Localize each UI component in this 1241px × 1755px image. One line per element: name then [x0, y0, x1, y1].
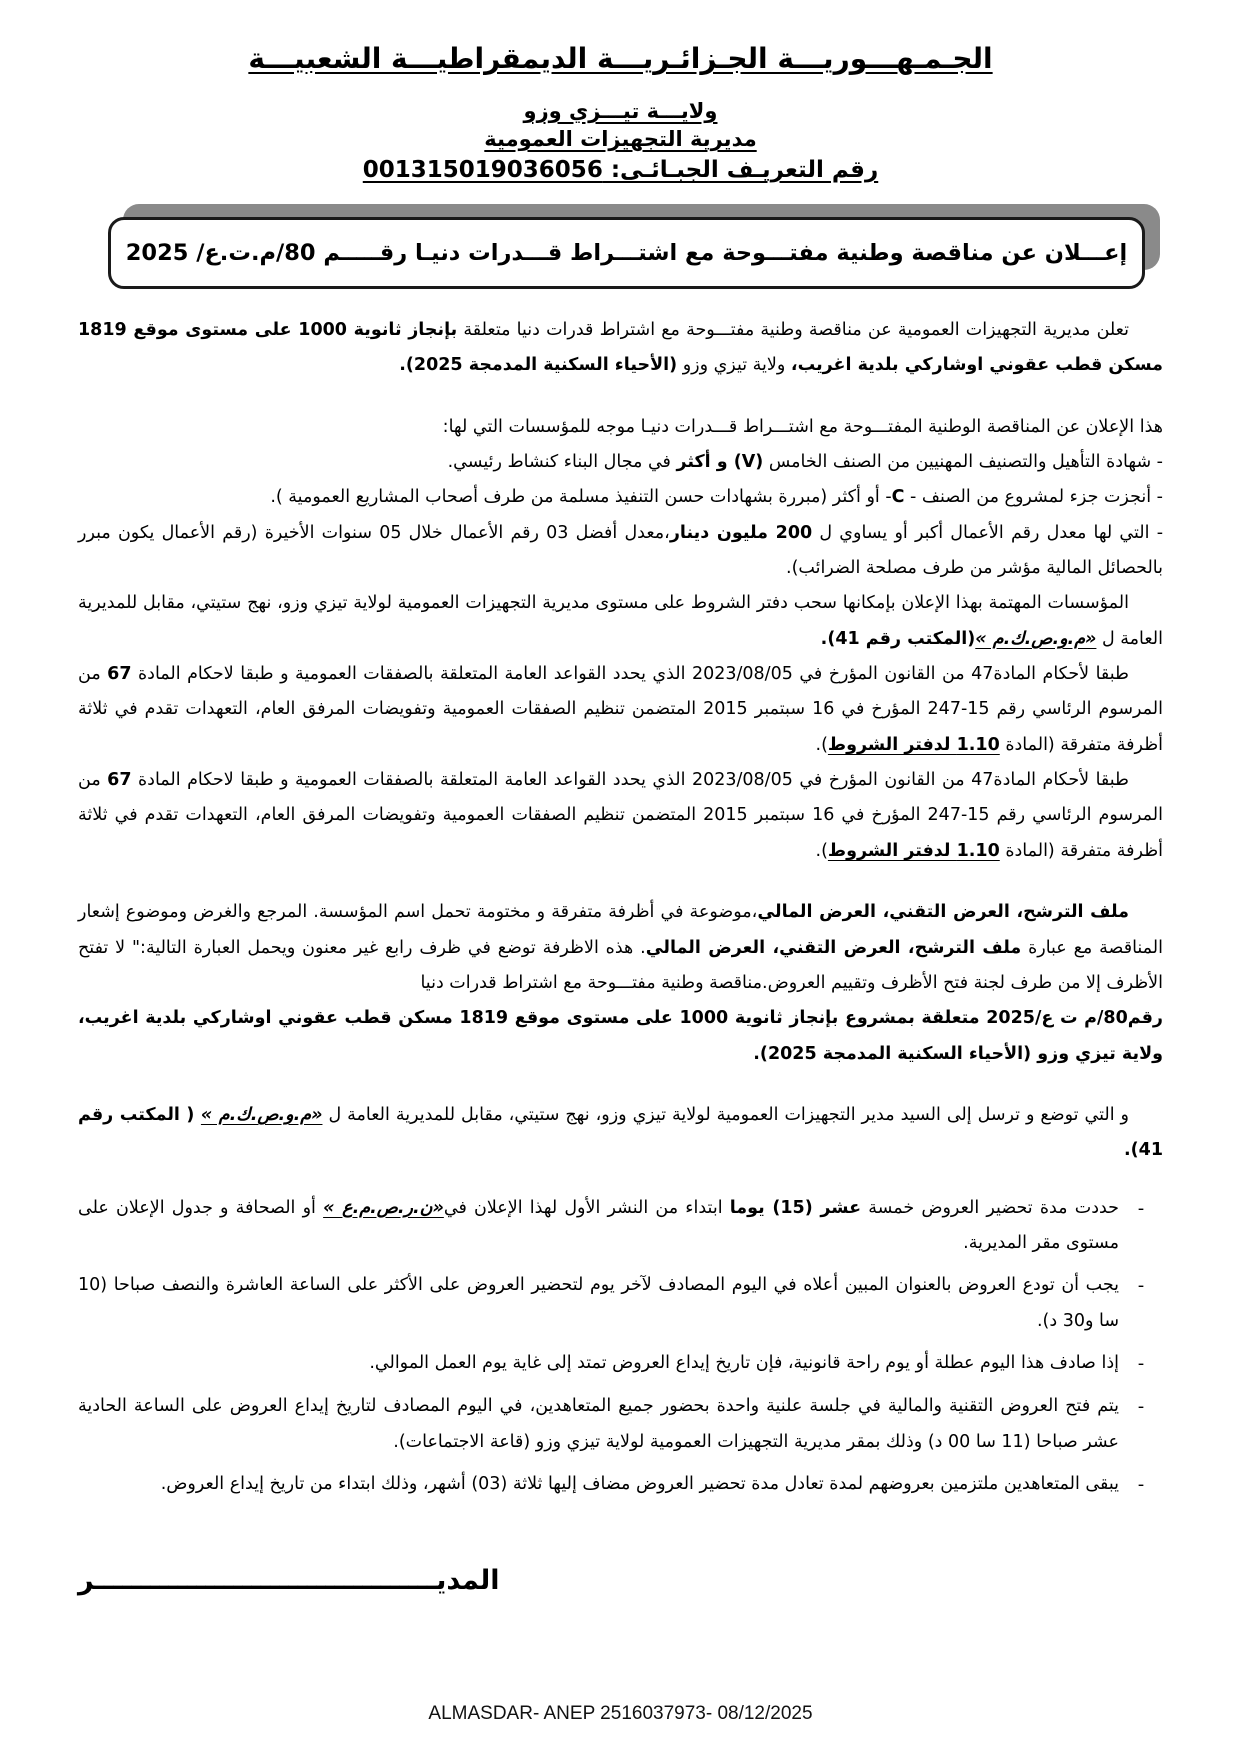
list-item — [78, 1346, 1163, 1382]
list-item-text — [78, 1191, 1119, 1262]
text-run: يجب أن تودع العروض بالعنوان المبين أعلاه في اليوم المصادف لآخر يوم لتحضير العروض على الأكثر على الساعة العاشرة والنصف صباحا (10 سا و30 د). — [78, 1275, 1119, 1331]
text-run: أو الصحافة و جدول الإعلان على مستوى مقر المديرية. — [78, 1197, 1119, 1253]
text-run: «ن.ر.ص.م.ع » — [323, 1197, 444, 1218]
text-run: يتم فتح العروض التقنية والمالية في جلسة علنية واحدة بحضور جميع المتعاهدين، في اليوم المصادف لتاريخ إيداع العروض على الساعة الحادية عشر صباحا (11 سا 00 د) وذلك بمقر مديرية التجهيزات العمومية لولاية تيزي وزو (قاعة الاجتماعات). — [78, 1396, 1119, 1452]
text-run: ( المكتب رقم 41). — [78, 1104, 1163, 1161]
text-run: - التي لها معدل رقم الأعمال أكبر أو يساوي ل — [812, 522, 1164, 543]
text-run: و التي توضع و ترسل إلى السيد مدير التجهيزات العمومية لولاية تيزي وزو، نهج ستيتي، مقابل للمديرية العامة ل — [322, 1104, 1129, 1125]
wilaya-title-text: ولايـــة تيـــزي وزو — [523, 99, 718, 123]
announcement-banner — [108, 217, 1145, 283]
text-run: 200 مليون دينار — [669, 522, 813, 543]
text-run: - شهادة التأهيل والتصنيف المهنيين من الصنف الخامس — [763, 452, 1163, 473]
republic-title-text: الجـمـهـــوريـــة الجـزائـريـــة الديمقراطيـــة الشعبيـــة — [248, 42, 993, 75]
envelopes-paragraph — [78, 895, 1163, 1072]
condition-turnover — [78, 516, 1163, 587]
text-run: ملف الترشح، العرض التقني، العرض المالي — [757, 902, 1129, 923]
list-item-dash: - — [1137, 1352, 1145, 1374]
text-run: ملف الترشح، العرض التقني، العرض المالي — [645, 937, 1022, 958]
text-run: ،معدل أفضل 03 رقم الأعمال خلال 05 سنوات الأخيرة (رقم الأعمال يكون مبرر بالحصائل المالية مؤشر من طرف مصلحة الضرائب). — [78, 522, 1163, 579]
text-run: إذا صادف هذا اليوم عطلة أو يوم راحة قانونية، فإن تاريخ إيداع العروض تمتد إلى غاية يوم العمل الموالي. — [369, 1352, 1119, 1373]
text-run: . هذه الاظرفة توضع في ظرف رابع غير معنون ويحمل العبارة التالية:" لا تفتح الأظرف إلا من طرف لجنة فتح الأظرف وتقييم العروض.مناقصة وطنية مفتـــوحة مع اشتراط قدرات دنيا — [78, 937, 1163, 993]
list-item-dash: - — [1137, 1473, 1145, 1495]
list-item-dash: - — [1137, 1197, 1145, 1219]
text-run: هذا الإعلان عن المناقصة الوطنية المفتـــوحة مع اشتـــراط قـــدرات دنيـا موجه للمؤسسات التي لها: — [442, 416, 1163, 437]
list-item — [78, 1268, 1163, 1339]
text-run: - أو أكثر (مبررة بشهادات حسن التنفيذ مسلمة من طرف أصحاب المشاريع العمومية ). — [270, 487, 892, 508]
directorate-title-text: مديرية التجهيزات العمومية — [484, 127, 757, 151]
text-run: في مجال البناء كنشاط رئيسي. — [447, 452, 677, 473]
text-run: - أنجزت جزء لمشروع من الصنف - — [904, 487, 1163, 508]
eligibility-intro — [78, 410, 1163, 445]
intro-paragraph — [78, 313, 1163, 384]
legal-paragraph-1 — [78, 657, 1163, 763]
condition-classification — [78, 445, 1163, 480]
legal-paragraph-2 — [78, 763, 1163, 869]
list-item-dash: - — [1137, 1275, 1145, 1297]
wilaya-title — [78, 99, 1163, 123]
text-run: ابتداء من النشر الأول لهذا الإعلان في — [443, 1197, 730, 1218]
anep-footer: ALMASDAR- ANEP 2516037973- 08/12/2025 — [428, 1703, 813, 1724]
list-item-text — [78, 1467, 1119, 1502]
list-item — [78, 1467, 1163, 1503]
list-item-text — [78, 1268, 1119, 1339]
document-body — [78, 313, 1163, 1596]
list-item-text — [78, 1389, 1119, 1460]
text-run: رقم80/م ت ع/2025 متعلقة بمشروع بإنجاز ثانوية 1000 على مستوى موقع 1819 مسكن قطب عقوني اوشاركي بلدية اغريب، ولاية تيزي وزو (الأحياء السكنية المدمجة 2025). — [78, 1008, 1164, 1064]
text-run: من المرسوم الرئاسي رقم 15-247 المؤرخ في 16 سبتمبر 2015 المتضمن تنظيم الصفقات العمومية وتفويضات المرفق العام، التعهدات تقدم في ثلاثة أظرفة متفرقة (المادة — [78, 664, 1163, 755]
text-run: طبقا لأحكام المادة47 من القانون المؤرخ في 2023/08/05 الذي يحدد القواعد العامة المتعلقة بالصفقات العمومية و طبقا لاحكام المادة — [131, 770, 1129, 791]
text-run: من المرسوم الرئاسي رقم 15-247 المؤرخ في 16 سبتمبر 2015 المتضمن تنظيم الصفقات العمومية وتفويضات المرفق العام، التعهدات تقدم في ثلاثة أظرفة متفرقة (المادة — [78, 770, 1163, 861]
condition-project — [78, 480, 1163, 515]
list-item — [78, 1191, 1163, 1262]
text-run: عشر (15) يوما — [729, 1197, 862, 1218]
banner-title: إعـــلان عن مناقصة وطنية مفتـــوحة مع اشتـــراط قـــدرات دنيـا رقـــــم 80/م.ت.ع/ 2025 — [125, 240, 1128, 266]
text-run: ). — [815, 734, 828, 755]
text-run: يبقى المتعاهدين ملتزمين بعروضهم لمدة تعادل مدة تحضير العروض مضاف إليها ثلاثة (03) أشهر، وذلك ابتداء من تاريخ إيداع العروض. — [160, 1473, 1119, 1494]
submission-paragraph — [78, 1098, 1163, 1169]
text-run: 1.10 لدفتر الشروط — [827, 734, 1000, 755]
list-item-text — [78, 1346, 1119, 1381]
text-run: المؤسسات المهتمة بهذا الإعلان بإمكانها سحب دفتر الشروط على مستوى مديرية التجهيزات العمومية لولاية تيزي وزو، نهج ستيتي، مقابل للمديرية العامة ل — [78, 593, 1163, 649]
text-run: 1.10 لدفتر الشروط — [827, 840, 1000, 861]
text-run: 67 — [107, 664, 132, 685]
text-run: ). — [815, 840, 828, 861]
banner-frame — [108, 217, 1145, 289]
text-run: (المكتب رقم 41). — [820, 628, 976, 649]
text-run: «م.و.ص.ك.م » — [975, 628, 1097, 649]
text-run: 67 — [107, 770, 132, 791]
director-signature: المديـــــــــــــــــــــــــــــــــــــر — [78, 1565, 500, 1597]
text-run: طبقا لأحكام المادة47 من القانون المؤرخ في 2023/08/05 الذي يحدد القواعد العامة المتعلقة بالصفقات العمومية و طبقا لاحكام المادة — [131, 664, 1129, 685]
document-header — [78, 42, 1163, 183]
text-run: تعلن مديرية التجهيزات العمومية عن مناقصة وطنية مفتـــوحة مع اشتراط قدرات دنيا متعلقة — [457, 320, 1129, 340]
terms-list — [78, 1191, 1163, 1504]
text-run: بإنجاز ثانوية 1000 على مستوى موقع 1819 مسكن قطب عقوني اوشاركي بلدية اغريب، — [78, 320, 1163, 376]
text-run: (V) و أكثر — [676, 452, 764, 473]
text-run: (الأحياء السكنية المدمجة 2025). — [399, 355, 678, 376]
text-run: ولاية تيزي وزو — [677, 355, 791, 376]
text-run: C — [891, 487, 905, 508]
list-item — [78, 1389, 1163, 1460]
text-run: ،موضوعة في أظرفة متفرقة و مختومة تحمل اسم المؤسسة. المرجع والغرض وموضوع إشعار المناقصة مع عبارة — [78, 902, 1163, 958]
list-item-dash: - — [1137, 1396, 1145, 1418]
text-run: «م.و.ص.ك.م » — [200, 1104, 323, 1125]
text-run: حددت مدة تحضير العروض خمسة — [861, 1197, 1119, 1218]
tax-id-line — [78, 157, 1163, 183]
tax-id-text: رقم التعريـف الجبـائـى: 001315019036056 — [362, 157, 879, 183]
republic-title — [78, 42, 1163, 75]
directorate-title — [78, 127, 1163, 151]
withdrawal-paragraph — [78, 586, 1163, 657]
